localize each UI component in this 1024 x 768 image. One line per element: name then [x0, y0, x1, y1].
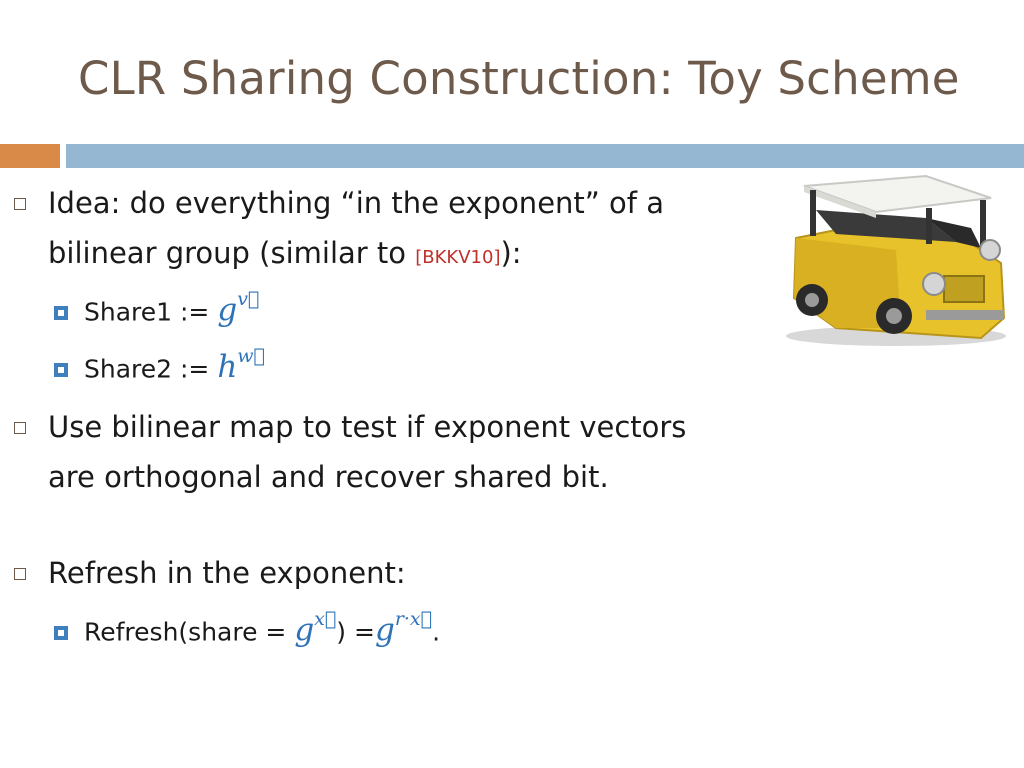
bullet-square-icon: [14, 422, 26, 434]
bilinear-line-1: Use bilinear map to test if exponent vectors: [48, 410, 687, 444]
refresh-label: Refresh(share =: [84, 617, 287, 647]
share1-formula: [217, 288, 260, 329]
title-bar-orange: [0, 144, 60, 168]
bullet-idea: [48, 178, 664, 283]
share2-item: [84, 345, 265, 386]
share2-base: h: [217, 349, 238, 386]
refresh-item: [84, 608, 441, 649]
sub-bullet-icon: [54, 363, 68, 377]
share2-formula: [217, 345, 265, 386]
idea-line-1: Idea: do everything “in the exponent” of a: [48, 186, 664, 220]
idea-line-2-end: ):: [500, 236, 522, 270]
refresh-base-1: g: [294, 612, 315, 649]
lego-car-image: [776, 168, 1012, 352]
refresh-formula-1: [294, 608, 337, 649]
bullet-refresh: Refresh in the exponent:: [48, 556, 406, 590]
citation: [BKKV10]: [415, 247, 501, 268]
share1-label: Share1 :=: [84, 297, 210, 327]
sub-bullet-icon: [54, 306, 68, 320]
title-bar-blue: [66, 144, 1024, 168]
bullet-square-icon: [14, 568, 26, 580]
bullet-square-icon: [14, 198, 26, 210]
share2-label: Share2 :=: [84, 354, 210, 384]
bullet-bilinear: [48, 402, 686, 502]
refresh-exponent-1: x⃗: [314, 608, 337, 630]
refresh-end: .: [432, 617, 441, 647]
slide-title: CLR Sharing Construction: Toy Scheme: [78, 52, 960, 105]
idea-line-2: [48, 228, 664, 283]
refresh-formula-2: [374, 608, 433, 649]
share1-item: [84, 288, 260, 329]
refresh-base-2: g: [374, 612, 395, 649]
share1-exponent: v⃗: [237, 288, 260, 310]
bilinear-line-2: are orthogonal and recover shared bit.: [48, 460, 609, 494]
refresh-exponent-2: r·x⃗: [394, 608, 433, 630]
idea-line-2-text: bilinear group (similar to: [48, 236, 416, 270]
share2-exponent: w⃗: [237, 345, 265, 367]
share1-base: g: [217, 292, 238, 329]
refresh-mid: ) =: [336, 617, 375, 647]
sub-bullet-icon: [54, 626, 68, 640]
